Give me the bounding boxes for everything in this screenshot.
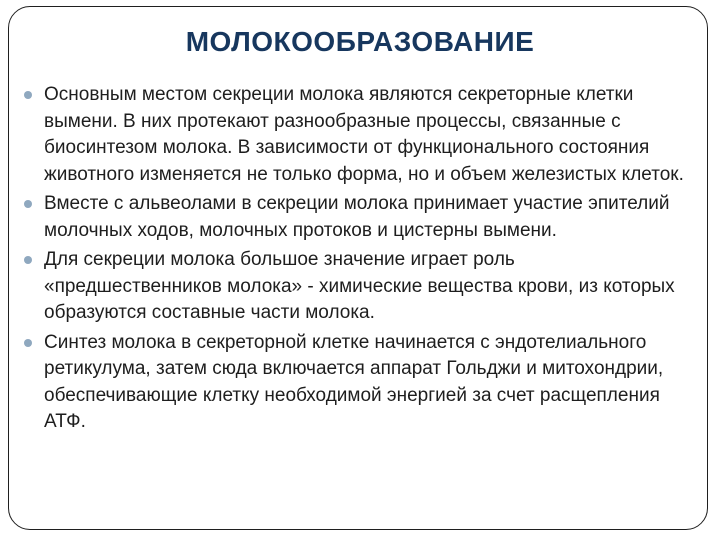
- bullet-list: [24, 82, 696, 439]
- bullet-text: Синтез молока в секреторной клетке начинается с эндотелиального ретикулума, затем сюда включается аппарат Гольджи и митохондрии, обеспечивающие клетку необходимой энергией за счет расщепления АТФ.: [44, 331, 664, 432]
- bullet-item: [24, 191, 696, 244]
- bullet-item: [24, 82, 696, 188]
- slide-title: МОЛОКООБРАЗОВАНИЕ: [185, 26, 535, 57]
- bullet-text: Вместе с альвеолами в секреции молока принимает участие эпителий молочных ходов, молочных протоков и цистерны вымени.: [44, 193, 670, 241]
- bullet-text: Основным местом секреции молока являются секреторные клетки вымени. В них протекают разнообразные процессы, связанные с биосинтезом молока. В зависимости от функционального состояния животного изменяется не только форма, но и объем железистых клеток.: [44, 84, 684, 185]
- bullet-dot-icon: [24, 200, 32, 208]
- bullet-dot-icon: [24, 91, 32, 99]
- bullet-item: [24, 247, 696, 327]
- bullet-item: [24, 330, 696, 436]
- bullet-dot-icon: [24, 339, 32, 347]
- bullet-text: Для секреции молока большое значение играет роль «предшественников молока» - химические вещества крови, из которых образуются составные части молока.: [44, 249, 675, 323]
- bullet-dot-icon: [24, 256, 32, 264]
